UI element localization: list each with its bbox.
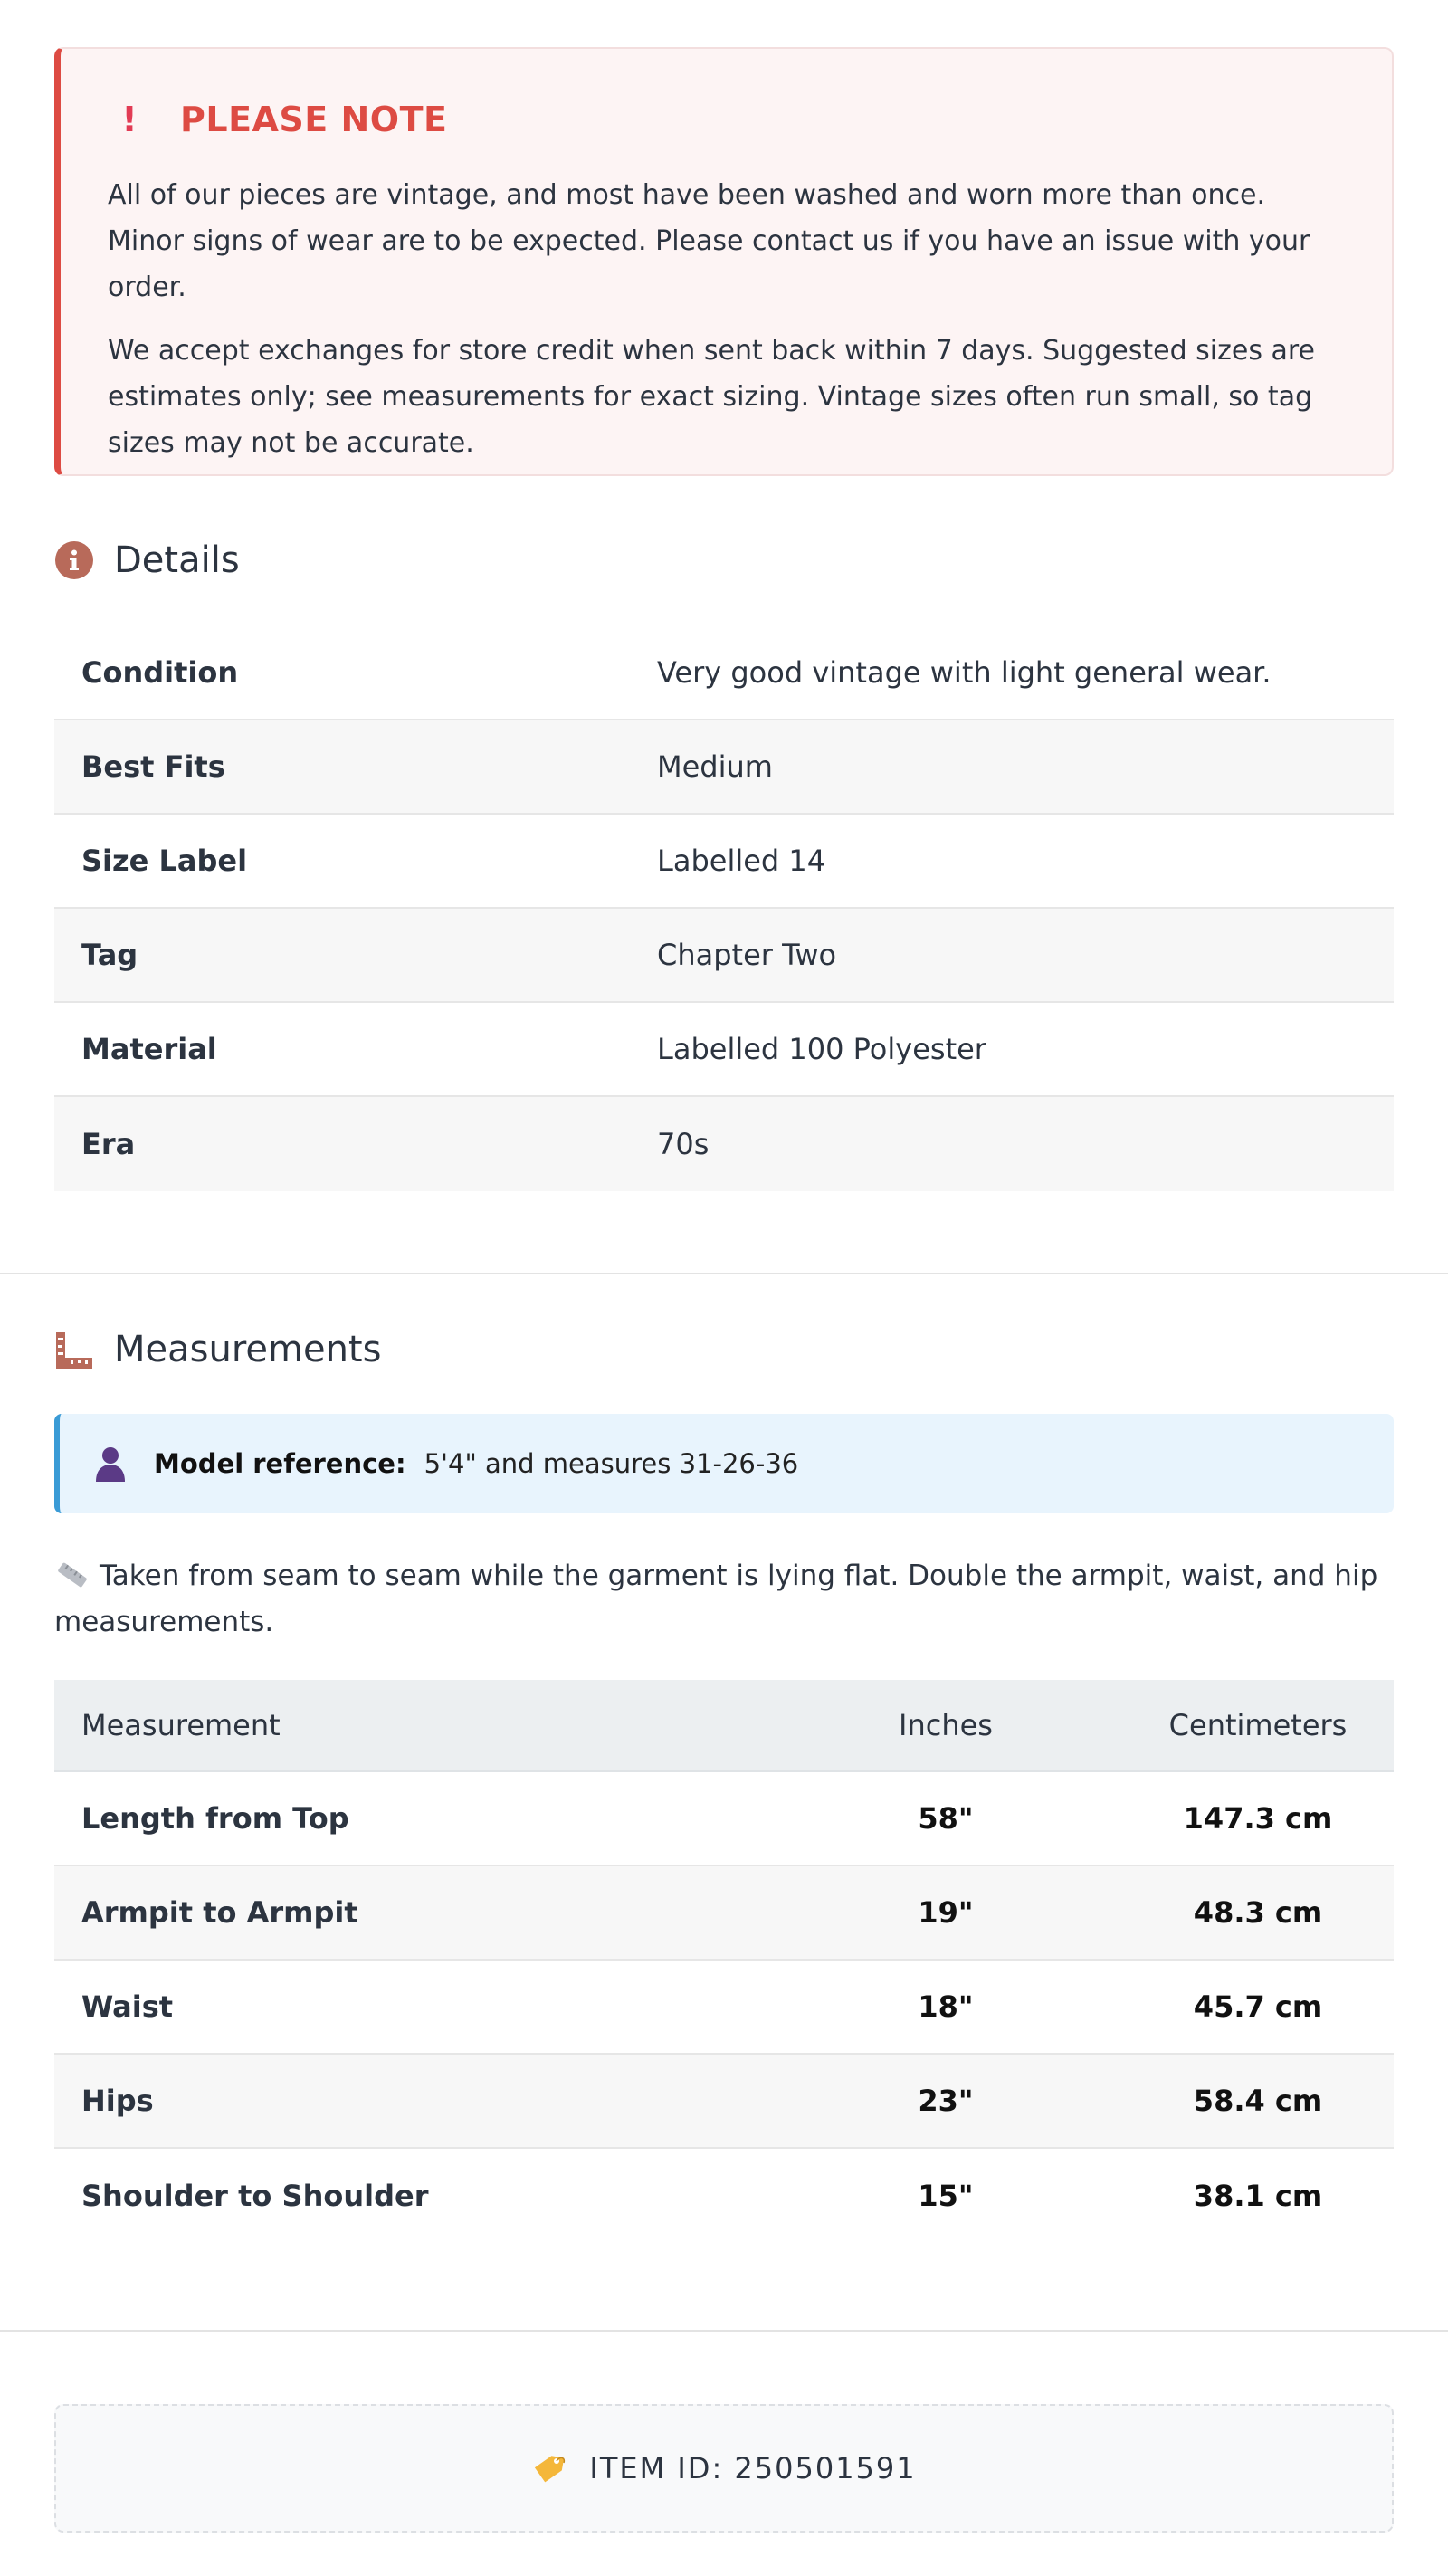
details-title: Details bbox=[114, 539, 240, 581]
column-header: Centimeters bbox=[1168, 1707, 1348, 1742]
table-row bbox=[54, 1772, 1394, 1866]
measurement-cm: 147.3 cm bbox=[1183, 1801, 1333, 1836]
table-row bbox=[54, 626, 1394, 720]
notice-paragraph-2: We accept exchanges for store credit when sent back within 7 days. Suggested sizes are estimates only; see measurements for exact sizing. Vintage sizes often run small, so tag sizes may not be accurate. bbox=[108, 335, 1316, 459]
column-header: Inches bbox=[899, 1707, 993, 1742]
measurement-name: Length from Top bbox=[81, 1801, 349, 1836]
notice-title: PLEASE NOTE bbox=[180, 100, 448, 139]
notice-paragraph-1: All of our pieces are vintage, and most have been washed and worn more than once. Minor signs of wear are to be expected. Please contact us if you have an issue with your order. bbox=[108, 179, 1310, 303]
table-row bbox=[54, 1003, 1394, 1097]
item-id-text: ITEM ID: 250501591 bbox=[589, 2451, 917, 2485]
measurements-table bbox=[54, 1680, 1394, 2243]
detail-value: Chapter Two bbox=[657, 938, 837, 972]
detail-value: Very good vintage with light general wear. bbox=[657, 655, 1272, 690]
measurement-name: Waist bbox=[81, 1989, 174, 2024]
table-row bbox=[54, 1866, 1394, 1961]
details-table bbox=[54, 626, 1394, 1191]
detail-value: Labelled 14 bbox=[657, 844, 826, 878]
table-row bbox=[54, 815, 1394, 909]
measurements-title: Measurements bbox=[114, 1329, 382, 1370]
measurement-inches: 19" bbox=[918, 1895, 974, 1930]
person-icon bbox=[94, 1445, 127, 1482]
measurement-cm: 38.1 cm bbox=[1193, 2179, 1323, 2213]
detail-label: Size Label bbox=[81, 844, 248, 878]
measurement-cm: 58.4 cm bbox=[1193, 2084, 1323, 2118]
table-row bbox=[54, 909, 1394, 1003]
please-note-notice bbox=[54, 47, 1394, 476]
tag-icon bbox=[531, 2452, 567, 2485]
table-header bbox=[54, 1680, 1394, 1772]
table-row bbox=[54, 2149, 1394, 2243]
measurement-name: Hips bbox=[81, 2084, 154, 2118]
notice-header bbox=[108, 100, 1345, 139]
table-row bbox=[54, 1097, 1394, 1191]
model-reference-box bbox=[54, 1414, 1394, 1513]
measurement-cm: 48.3 cm bbox=[1193, 1895, 1323, 1930]
table-row bbox=[54, 720, 1394, 815]
measurement-inches: 18" bbox=[918, 1989, 974, 2024]
table-row bbox=[54, 2055, 1394, 2149]
item-id-box bbox=[54, 2404, 1394, 2533]
detail-label: Condition bbox=[81, 655, 239, 690]
measurement-inches: 58" bbox=[918, 1801, 974, 1836]
detail-label: Tag bbox=[81, 938, 138, 972]
measurement-inches: 23" bbox=[918, 2084, 974, 2118]
detail-value: Medium bbox=[657, 749, 773, 784]
detail-value: Labelled 100 Polyester bbox=[657, 1032, 986, 1066]
section-divider bbox=[0, 2330, 1448, 2332]
details-header bbox=[54, 539, 1394, 581]
measurement-name: Shoulder to Shoulder bbox=[81, 2179, 429, 2213]
measurement-note-text: Taken from seam to seam while the garment is lying flat. Double the armpit, waist, and hip measurements. bbox=[54, 1560, 1378, 1638]
info-icon bbox=[54, 540, 94, 580]
measurement-note bbox=[54, 1553, 1394, 1646]
exclamation-icon: ! bbox=[121, 100, 138, 139]
detail-value: 70s bbox=[657, 1127, 710, 1161]
measurement-cm: 45.7 cm bbox=[1193, 1989, 1323, 2024]
ruler-icon bbox=[54, 1330, 94, 1369]
measurements-header bbox=[54, 1329, 1394, 1370]
measurement-name: Armpit to Armpit bbox=[81, 1895, 358, 1930]
model-reference-label: Model reference: bbox=[154, 1448, 406, 1479]
detail-label: Best Fits bbox=[81, 749, 225, 784]
table-row bbox=[54, 1961, 1394, 2055]
model-reference-value: 5'4" and measures 31-26-36 bbox=[424, 1448, 799, 1479]
detail-label: Material bbox=[81, 1032, 217, 1066]
straight-ruler-icon bbox=[54, 1557, 90, 1584]
detail-label: Era bbox=[81, 1127, 136, 1161]
section-divider bbox=[0, 1273, 1448, 1274]
column-header: Measurement bbox=[81, 1707, 281, 1742]
measurement-inches: 15" bbox=[918, 2179, 974, 2213]
